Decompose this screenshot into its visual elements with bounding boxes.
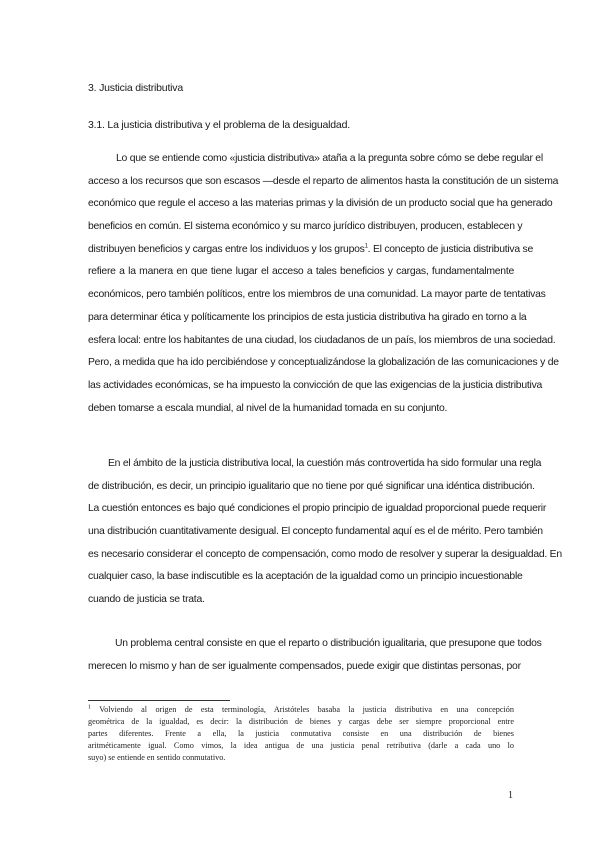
footnote	[88, 704, 514, 764]
footnote-divider	[88, 700, 230, 701]
paragraph-line: una distribución cuantitativamente desigual. El concepto fundamental aquí es el de mérito. Pero también	[88, 526, 543, 538]
paragraph-3	[88, 633, 542, 678]
paragraph-line: las actividades económicas, se ha impuesto la convicción de que las exigencias de la justicia distributiva	[88, 379, 543, 391]
paragraph-line: Pero, a medida que ha ido percibiéndose y conceptualizándose la globalización de las comunicaciones y de	[88, 357, 559, 369]
footnote-text: Volviendo al origen de esta terminología, Aristóteles basaba la justicia distributiva en una concepción	[99, 705, 514, 714]
paragraph-line: cualquier caso, la base indiscutible es la aceptación de la igualdad como un principio incuestionable	[88, 571, 523, 583]
paragraph-line: La cuestión entonces es bajo qué condiciones el propio principio de igualdad proporcional puede requerir	[88, 503, 547, 515]
paragraph-line: merecen lo mismo y han de ser igualmente compensados, puede exigir que distintas personas, por	[88, 660, 521, 672]
paragraph-line: deben tomarse a escala mundial, al nivel de la humanidad tomada en su conjunto.	[88, 402, 448, 414]
footnote-line: suyo) se entiende en sentido conmutativo.	[88, 753, 226, 762]
footnote-marker: 1	[88, 704, 91, 711]
paragraph-line: Un problema central consiste en que el reparto o distribución igualitaria, que presupone que todos	[115, 638, 542, 649]
paragraph-line: es necesario considerar el concepto de compensación, como modo de resolver y superar la desigualdad. En	[88, 548, 562, 560]
section-heading: 3. Justicia distributiva	[88, 82, 183, 94]
paragraph-line: Lo que se entiende como «justicia distributiva» ataña a la pregunta sobre cómo se debe regular el	[116, 153, 543, 164]
paragraph-line: para determinar ética y políticamente los principios de esta justicia distributiva ha girado en torno a la	[88, 311, 527, 323]
paragraph-line: esfera local: entre los habitantes de una ciudad, los ciudadanos de un país, los miembros de una sociedad.	[88, 334, 556, 346]
paragraph-text: distribuyen beneficios y cargas entre los individuos y los grupos	[88, 243, 365, 255]
paragraph-line: refiere a la manera en que tiene lugar el acceso a tales beneficios y cargas, fundamentalmente	[88, 266, 514, 278]
paragraph-line: beneficios en común. El sistema económico y su marco jurídico distribuyen, producen, establecen y	[88, 221, 523, 233]
footnote-reference[interactable]: 1	[364, 243, 368, 250]
paragraph-line: de distribución, es decir, un principio igualitario que no tiene por qué significar una idéntica distribución.	[88, 480, 535, 492]
paragraph-line: En el ámbito de la justicia distributiva local, la cuestión más controvertida ha sido formular una regla	[108, 458, 542, 469]
paragraph-1	[88, 148, 559, 420]
paragraph-line-with-footnote	[88, 239, 533, 262]
subsection-heading: 3.1. La justicia distributiva y el problema de la desigualdad.	[88, 119, 350, 131]
footnote-line: partes diferentes. Frente a ella, la justicia conmutativa consiste en una distribución de bienes	[88, 729, 514, 738]
footnote-line: aritméticamente igual. Como vimos, la idea antigua de una justicia penal retributiva (darle a cada uno lo	[88, 741, 514, 750]
paragraph-line: cuando de justicia se trata.	[88, 594, 205, 606]
paragraph-line: económico que regule el acceso a las materias primas y la división de un producto social que ha generado	[88, 198, 553, 210]
footnote-line	[88, 704, 514, 716]
paragraph-line: acceso a los recursos que son escasos —desde el reparto de alimentos hasta la constitución de un sistema	[88, 175, 559, 187]
paragraph-line: económicos, pero también políticos, entre los miembros de una comunidad. La mayor parte de tentativas	[88, 289, 546, 301]
page-number: 1	[508, 790, 513, 801]
paragraph-text: . El concepto de justicia distributiva se	[367, 243, 533, 255]
footnote-line: geométrica de la igualdad, es decir: la distribución de bienes y cargas debe ser siempre proporcional entre	[88, 717, 514, 726]
paragraph-2	[88, 453, 562, 612]
